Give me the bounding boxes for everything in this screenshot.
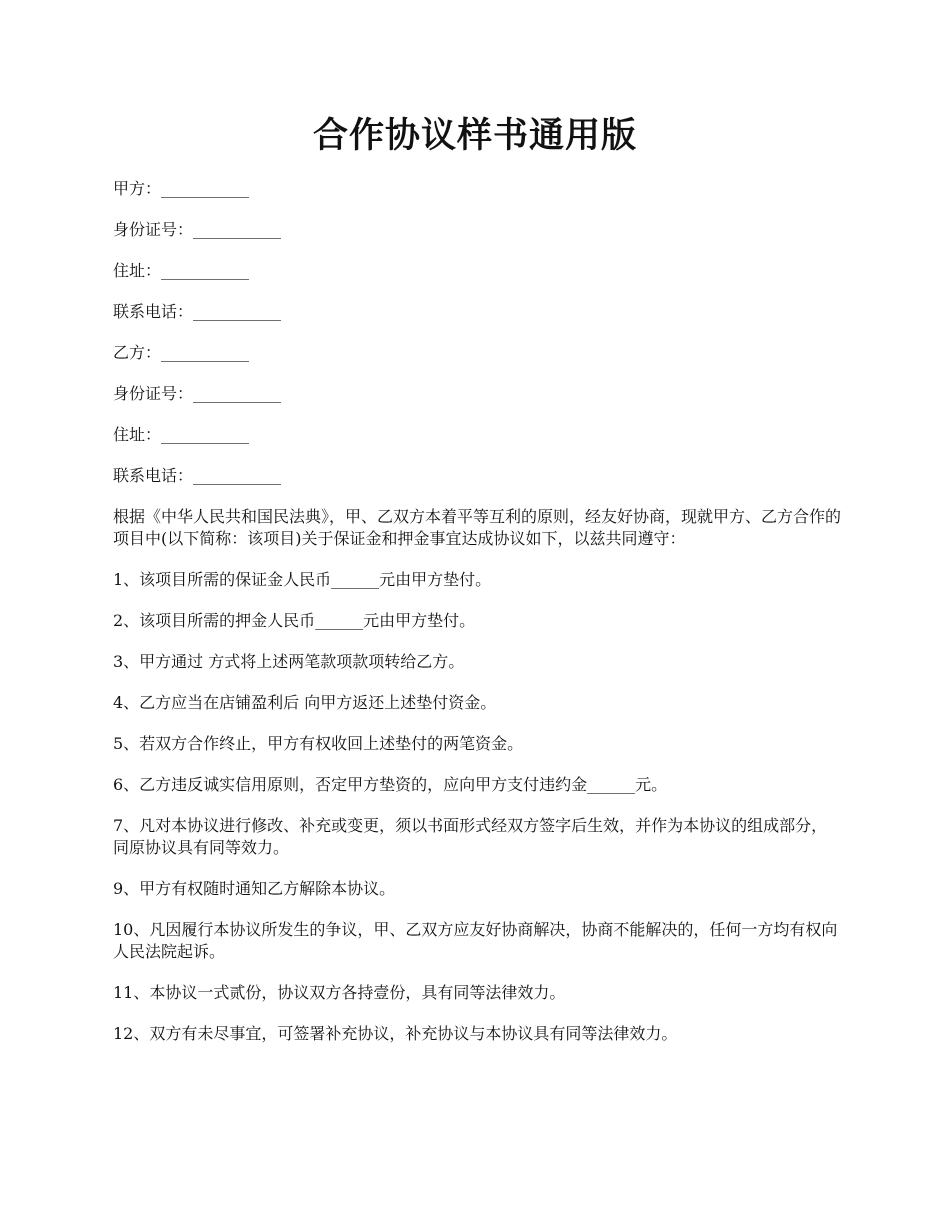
clause-7: 7、凡对本协议进行修改、补充或变更，须以书面形式经双方签字后生效，并作为本协议的组成部分，同原协议具有同等效力。 [113, 816, 828, 857]
document-title: 合作协议样书通用版 [312, 115, 637, 156]
party-b-name-line: 乙方：___________ [113, 343, 250, 362]
party-a-id-line: 身份证号：___________ [113, 220, 282, 239]
party-a-phone-line: 联系电话：___________ [113, 302, 282, 321]
clause-10: 10、凡因履行本协议所发生的争议，甲、乙双方应友好协商解决，协商不能解决的，任何一方均有权向 人民法院起诉。 [113, 920, 838, 961]
clause-6: 6、乙方违反诚实信用原则，否定甲方垫资的，应向甲方支付违约金______元。 [113, 775, 668, 794]
clause-1: 1、该项目所需的保证金人民币______元由甲方垫付。 [113, 570, 492, 589]
clause-4: 4、乙方应当在店铺盈利后 向甲方返还上述垫付资金。 [113, 693, 497, 712]
party-b-id-line: 身份证号：___________ [113, 384, 282, 403]
preamble-paragraph: 根据《中华人民共和国民法典》，甲、乙双方本着平等互利的原则，经友好协商，现就甲方、乙方合作的 项目中(以下简称：该项目)关于保证金和押金事宜达成协议如下，以兹共同遵守： [113, 507, 842, 548]
party-b-address-line: 住址：___________ [113, 425, 250, 444]
clause-9: 9、甲方有权随时通知乙方解除本协议。 [113, 879, 396, 898]
party-a-address-line: 住址：___________ [113, 261, 250, 280]
clause-3: 3、甲方通过 方式将上述两笔款项款项转给乙方。 [113, 652, 465, 671]
party-a-name-line: 甲方：___________ [113, 179, 250, 198]
clause-12: 12、双方有未尽事宜，可签署补充协议，补充协议与本协议具有同等法律效力。 [113, 1024, 678, 1043]
party-b-phone-line: 联系电话：___________ [113, 466, 282, 485]
clause-11: 11、本协议一式贰份，协议双方各持壹份，具有同等法律效力。 [113, 983, 566, 1002]
clause-2: 2、该项目所需的押金人民币______元由甲方垫付。 [113, 611, 476, 630]
clause-5: 5、若双方合作终止，甲方有权收回上述垫付的两笔资金。 [113, 734, 524, 753]
document-body [113, 178, 841, 1064]
